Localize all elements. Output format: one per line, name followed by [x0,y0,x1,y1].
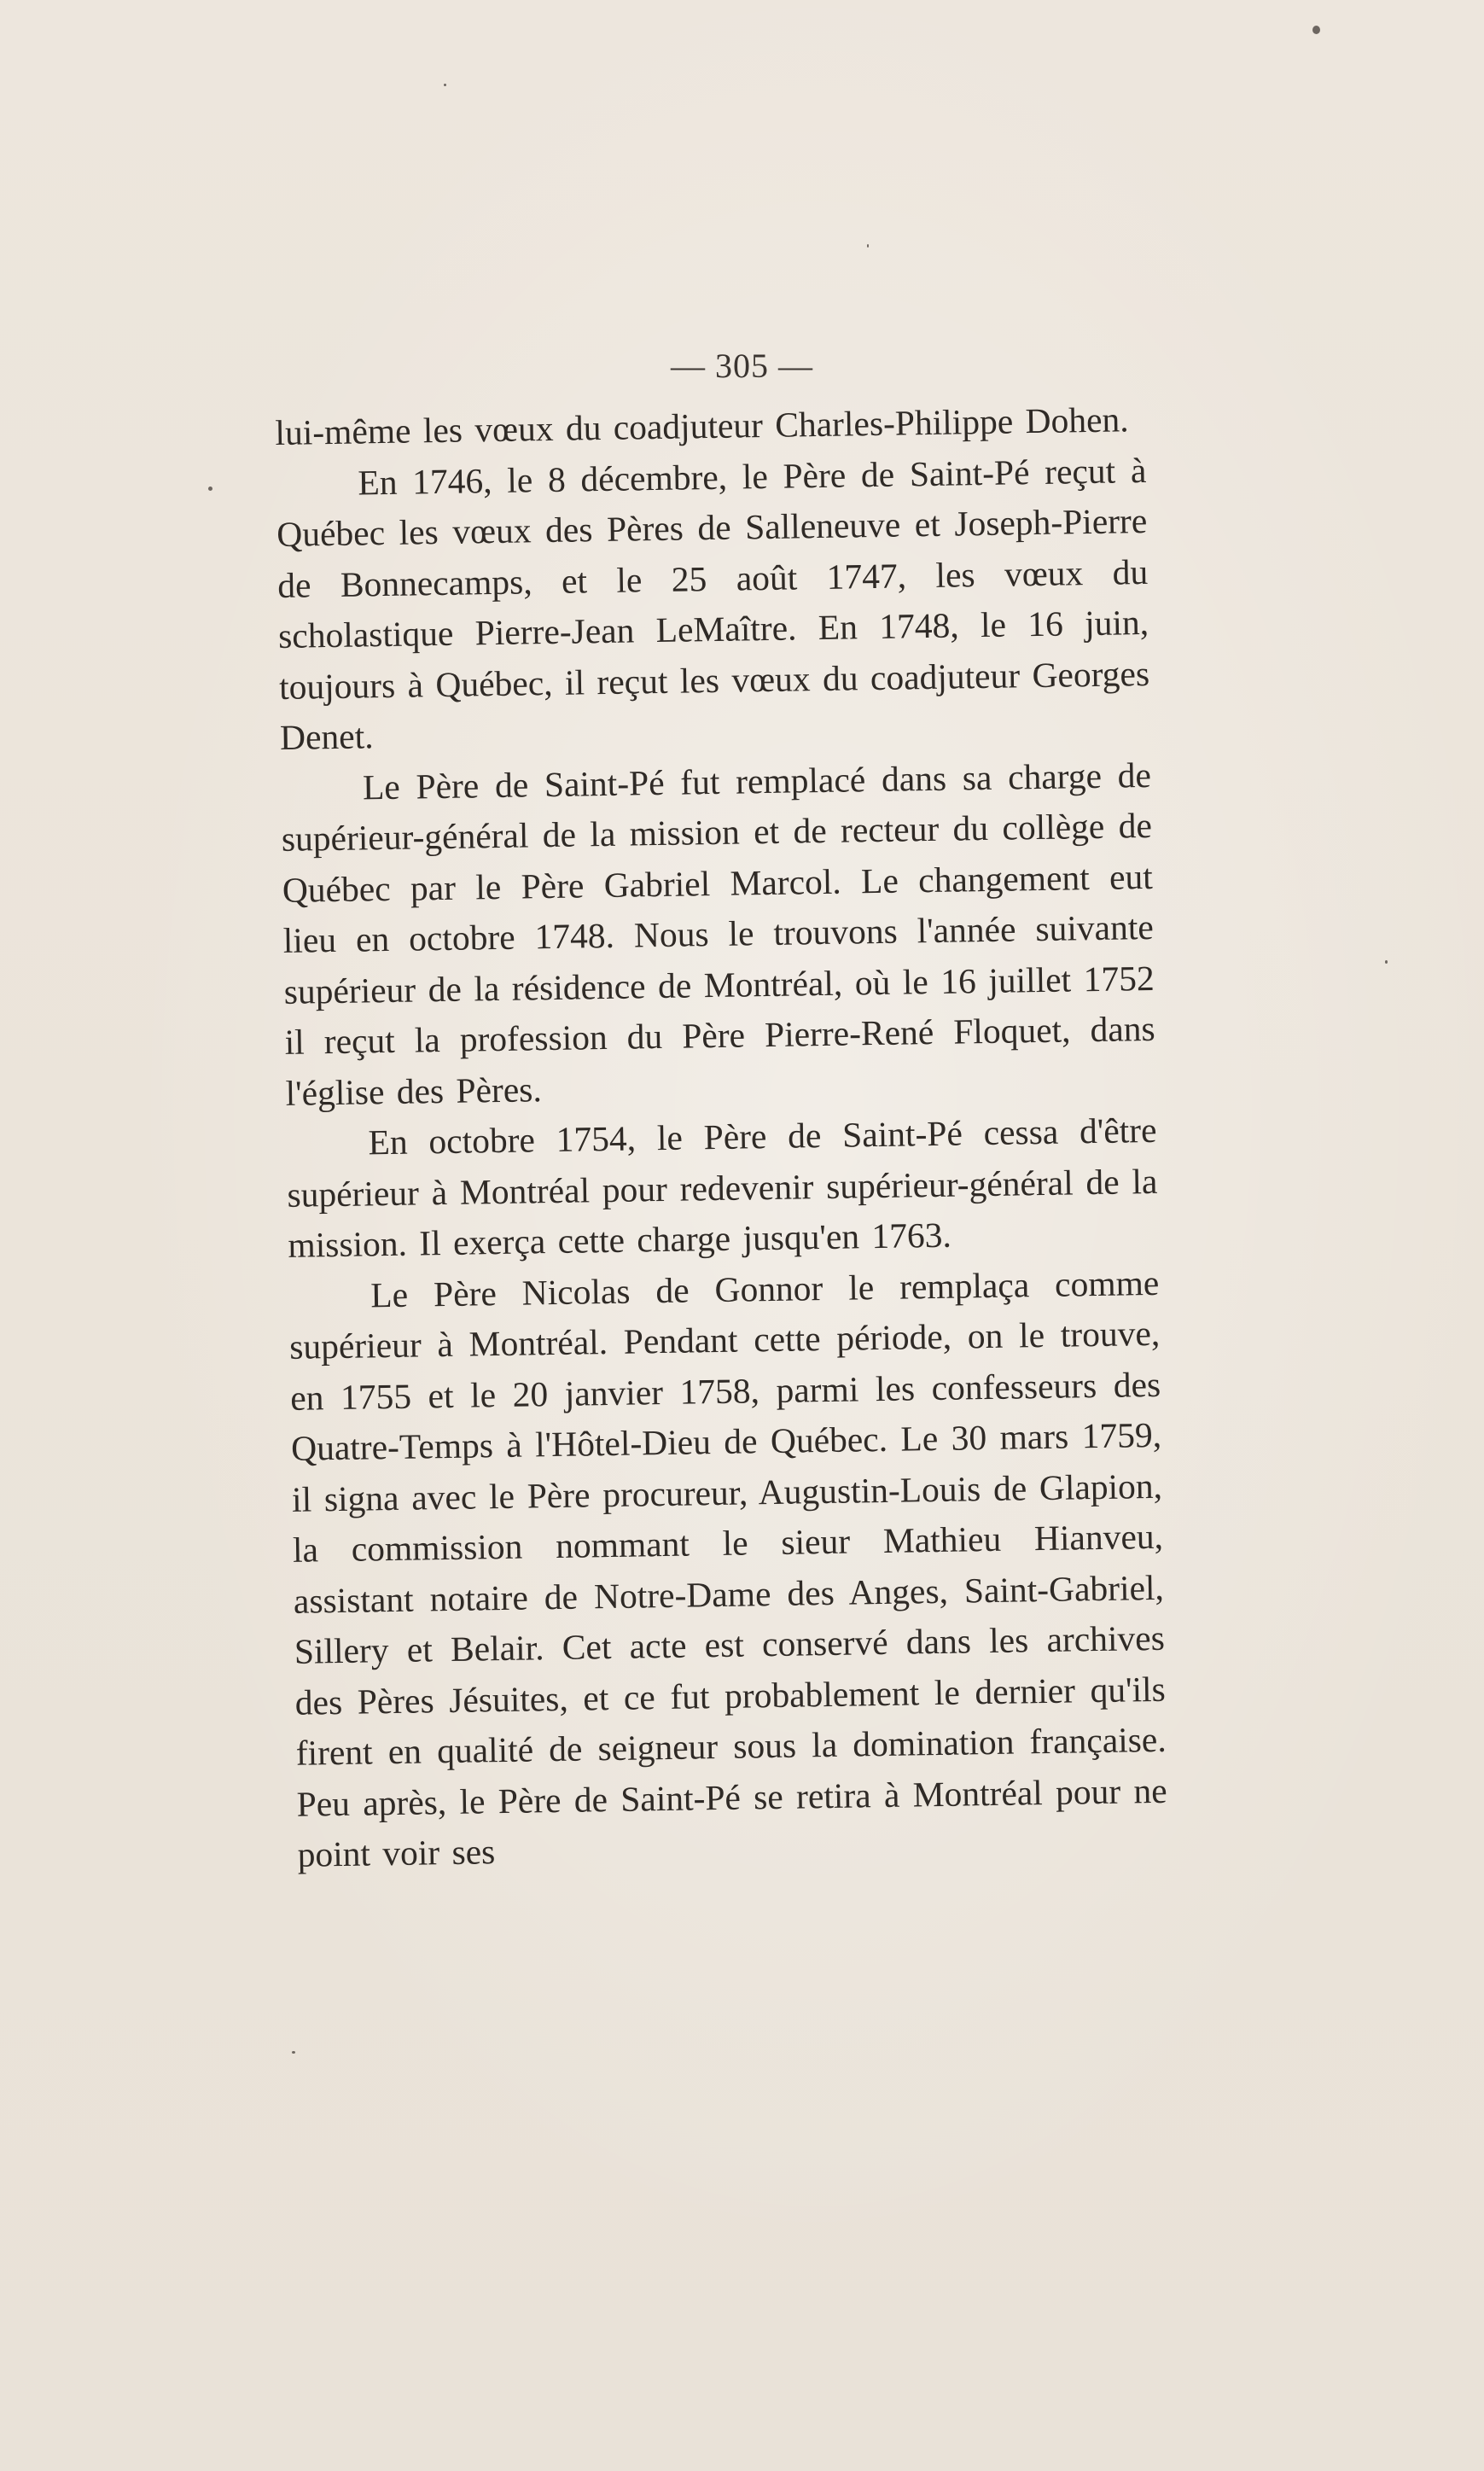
page-number: — 305 — [671,347,813,385]
ink-speck [1385,960,1388,964]
paragraph: Le Père Nicolas de Gonnor le remplaça comme supérieur à Montréal. Pendant cette période, on le trouve, en 1755 et le 20 janvier 1758, parmi les confesseurs des Quatre-Temps à l'Hôtel-Dieu de Québec. Le 30 mars 1759, il signa avec le Père procureur, Augustin-Louis de Glapion, la commission nommant le sieur Mathieu Hianveu, assistant notaire de Notre-Dame des Anges, Saint-Gabriel, Sillery et Belair. Cet acte est conservé dans les archives des Pères Jésuites, et ce fut probablement le dernier qu'ils firent en qualité de seigneur sous la domination française. Peu après, le Père de Saint-Pé se retira à Montréal pour ne point voir ses [288,1262,1167,1874]
paragraph: En octobre 1754, le Père de Saint-Pé cessa d'être supérieur à Montréal pour redevenir supérieur-général de la mission. Il exerça cette charge jusqu'en 1763. [287,1110,1158,1265]
body-text [275,394,1168,1880]
ink-speck [208,487,212,491]
ink-speck [1312,26,1320,34]
ink-speck [444,84,446,86]
ink-speck [867,244,869,248]
paragraph: En 1746, le 8 décembre, le Père de Saint-Pé reçut à Québec les vœux des Pères de Salleneuve et Joseph-Pierre de Bonnecamps, et le 25 août 1747, les vœux du scholastique Pierre-Jean LeMaître. En 1748, le 16 juin, toujours à Québec, il reçut les vœux du coadjuteur Georges Denet. [276,450,1150,757]
ink-speck [292,2051,295,2054]
paragraph: Le Père de Saint-Pé fut remplacé dans sa charge de supérieur-général de la mission et de recteur du collège de Québec par le Père Gabriel Marcol. Le changement eut lieu en octobre 1748. Nous le trouvons l'année suivante supérieur de la résidence de Montréal, où le 16 juillet 1752 il reçut la profession du Père Pierre-René Floquet, dans l'église des Pères. [281,755,1155,1113]
paragraph: lui-même les vœux du coadjuteur Charles-Philippe Dohen. [275,399,1129,452]
